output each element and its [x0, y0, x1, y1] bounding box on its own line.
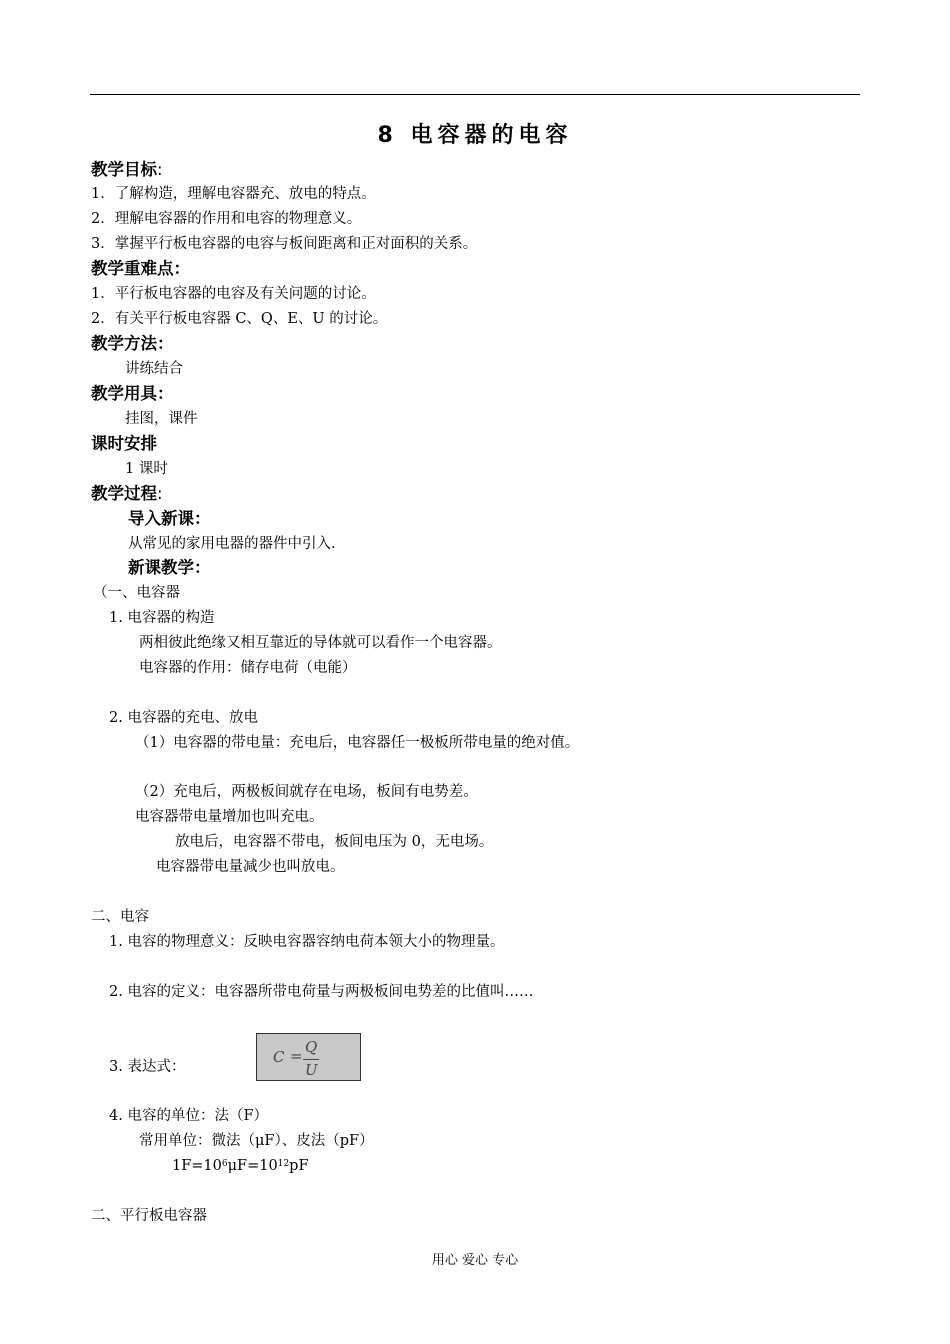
section1-item1: 1. 电容器的构造 [109, 610, 215, 626]
goal-item: 1．了解构造，理解电容器充、放电的特点。 [91, 186, 376, 202]
section3-heading: 二、平行板电容器 [91, 1208, 207, 1224]
charge-text: 电容器带电量增加也叫充电。 [135, 809, 324, 825]
conversion-part-b: μF=10 [227, 1158, 278, 1174]
conversion-part-c: pF [289, 1158, 309, 1174]
method-heading: 教学方法： [91, 334, 174, 353]
schedule-text: 1 课时 [125, 461, 168, 477]
intro-text: 从常见的家用电器的器件中引入. [128, 536, 336, 552]
new-lesson-heading: 新课教学： [128, 558, 211, 577]
capacitance-formula [256, 1033, 361, 1081]
formula-numerator: Q [305, 1038, 318, 1056]
intro-heading: 导入新课： [128, 509, 211, 528]
section1-sub1: （1）电容器的带电量：充电后，电容器任一极板所带电量的绝对值。 [135, 735, 580, 751]
section2-item4: 4. 电容的单位：法（F） [109, 1108, 269, 1124]
process-heading [91, 484, 163, 504]
section1-item2: 2. 电容器的充电、放电 [109, 710, 258, 726]
section2-item3: 3. 表达式： [109, 1059, 186, 1075]
discharge-state-text: 放电后，电容器不带电，板间电压为 0，无电场。 [175, 834, 494, 850]
fraction-bar [303, 1059, 319, 1060]
common-units: 常用单位：微法（μF）、皮法（pF） [139, 1133, 374, 1149]
tools-text: 挂图，课件 [125, 411, 198, 427]
section2-item1: 1. 电容的物理意义：反映电容器容纳电荷本领大小的物理量。 [109, 934, 505, 950]
conversion-part-a: 1F=10 [172, 1158, 222, 1174]
section1-item1-line2: 电容器的作用：储存电荷（电能） [139, 660, 357, 676]
page-footer: 用心 爱心 专心 [431, 1253, 519, 1268]
key-point-item: 2．有关平行板电容器 C、Q、E、U 的讨论。 [91, 311, 388, 327]
header-rule [90, 94, 860, 95]
conversion-exp1: 6 [221, 1159, 228, 1169]
unit-conversion [172, 1157, 309, 1175]
schedule-heading: 课时安排 [91, 434, 157, 453]
section2-item2: 2. 电容的定义：电容器所带电荷量与两极板间电势差的比值叫…… [109, 984, 534, 1000]
formula-equals: = [290, 1047, 303, 1065]
process-heading-colon: : [157, 484, 163, 503]
tools-heading: 教学用具： [91, 384, 174, 403]
goals-heading-colon: : [157, 160, 163, 179]
formula-lhs: C [273, 1048, 285, 1066]
section1-item1-line1: 两相彼此绝缘又相互靠近的导体就可以看作一个电容器。 [139, 635, 502, 651]
goal-item: 2．理解电容器的作用和电容的物理意义。 [91, 211, 362, 227]
section2-heading: 二、电容 [91, 909, 149, 925]
key-points-heading: 教学重难点： [91, 259, 190, 278]
process-heading-text: 教学过程 [91, 484, 157, 503]
goals-heading-text: 教学目标 [91, 160, 157, 179]
section1-heading: （一、电容器 [93, 585, 180, 601]
conversion-exp2: 12 [277, 1159, 290, 1169]
goals-heading [91, 160, 163, 180]
goal-item: 3．掌握平行板电容器的电容与板间距离和正对面积的关系。 [91, 236, 478, 252]
section1-sub2: （2）充电后，两极板间就存在电场，板间有电势差。 [135, 784, 478, 800]
method-text: 讲练结合 [125, 361, 183, 377]
key-point-item: 1．平行板电容器的电容及有关问题的讨论。 [91, 286, 376, 302]
formula-denominator: U [305, 1061, 318, 1079]
discharge-text: 电容器带电量减少也叫放电。 [156, 859, 345, 875]
page-title: 8 电容器的电容 [377, 123, 573, 148]
